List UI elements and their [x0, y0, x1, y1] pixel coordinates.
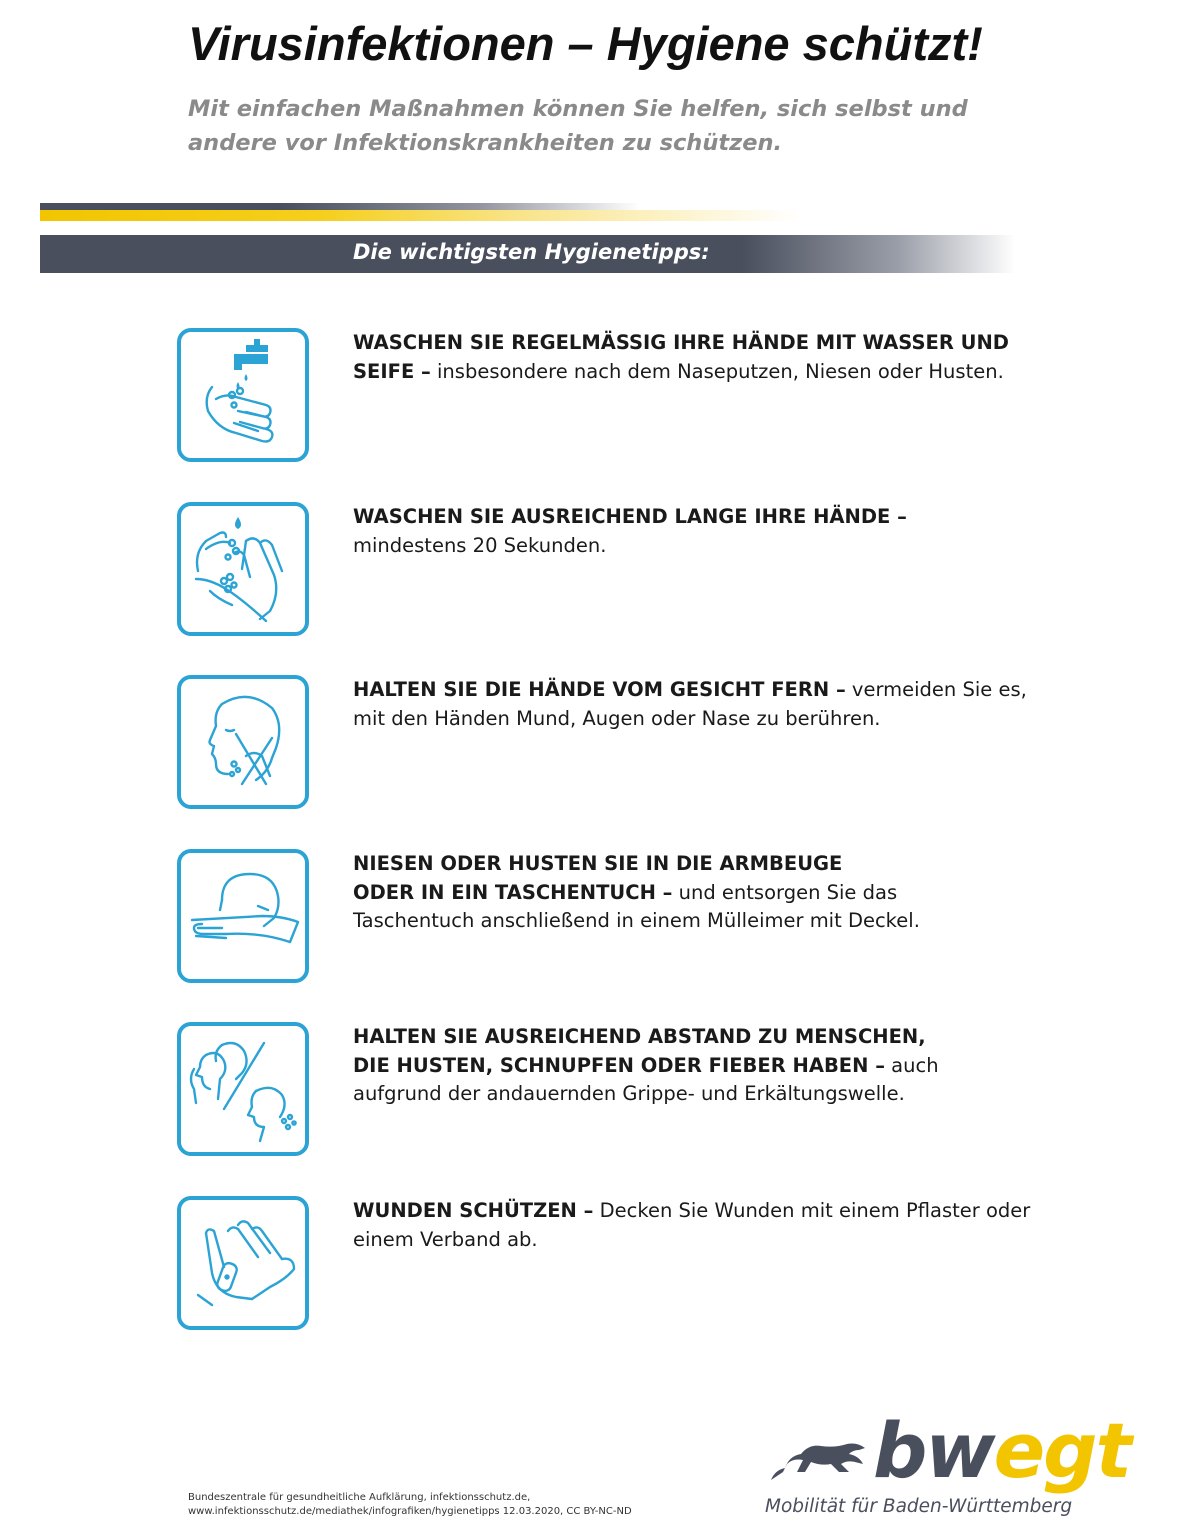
hygiene-tip	[176, 848, 1056, 988]
section-heading: Die wichtigsten Hygienetipps:	[353, 240, 710, 264]
tip-text	[353, 329, 1053, 386]
logo-bw: bw	[873, 1406, 994, 1495]
subtitle-line-2: andere vor Infektionskrankheiten zu schützen.	[188, 130, 783, 156]
tip-text	[353, 1023, 1053, 1109]
hygiene-tip	[176, 1195, 1056, 1335]
page-title: Virusinfektionen – Hygiene schützt!	[188, 17, 983, 70]
tip-normal: mindestens 20 Sekunden.	[353, 533, 607, 557]
tip-bold: ODER IN EIN TASCHENTUCH –	[353, 880, 673, 904]
decorative-stripe-yellow	[40, 210, 840, 221]
hands-soap-icon	[176, 501, 310, 637]
bwegt-logo	[765, 1406, 1145, 1522]
tip-normal: insbesondere nach dem Naseputzen, Niesen oder Husten.	[430, 359, 1004, 383]
tip-normal: einem Verband ab.	[353, 1227, 538, 1251]
logo-wordmark	[873, 1406, 1130, 1496]
tip-normal: aufgrund der andauernden Grippe- und Erkältungswelle.	[353, 1082, 905, 1105]
logo-tagline: Mobilität für Baden-Württemberg	[765, 1496, 1073, 1517]
tip-normal: und entsorgen Sie das	[672, 880, 898, 904]
face-no-touch-icon	[176, 674, 310, 810]
hygiene-tip	[176, 327, 1056, 467]
tip-normal: Taschentuch anschließend in einem Mülleimer mit Deckel.	[353, 909, 920, 932]
tip-normal: Decken Sie Wunden mit einem Pflaster oder	[593, 1199, 1031, 1222]
hygiene-tip	[176, 1021, 1056, 1161]
tip-text	[353, 1197, 1053, 1254]
tip-bold: WASCHEN SIE REGELMÄSSIG IHRE HÄNDE MIT WASSER UND	[353, 331, 1009, 354]
decorative-stripe-dark	[40, 203, 840, 210]
hygiene-tip	[176, 674, 1056, 814]
distance-icon	[176, 1021, 310, 1157]
tip-bold: WASCHEN SIE AUSREICHEND LANGE IHRE HÄNDE –	[353, 505, 907, 528]
sneeze-elbow-icon	[176, 848, 310, 984]
tip-normal: mit den Händen Mund, Augen oder Nase zu berühren.	[353, 706, 881, 730]
hand-washing-tap-icon	[176, 327, 310, 463]
tip-text	[353, 676, 1053, 733]
tip-bold: HALTEN SIE DIE HÄNDE VOM GESICHT FERN –	[353, 678, 846, 701]
tip-bold: DIE HUSTEN, SCHNUPFEN ODER FIEBER HABEN –	[353, 1053, 885, 1077]
hygiene-tip	[176, 501, 1056, 641]
source-credit	[188, 1491, 748, 1519]
source-credit-line-2: www.infektionsschutz.de/mediathek/infografiken/hygienetipps 12.03.2020, CC BY-NC-ND	[188, 1506, 632, 1517]
tip-text	[353, 503, 1053, 560]
source-credit-line-1: Bundeszentrale für gesundheitliche Aufklärung, infektionsschutz.de,	[188, 1492, 531, 1503]
tip-normal: vermeiden Sie es,	[845, 678, 1027, 701]
tip-bold: HALTEN SIE AUSREICHEND ABSTAND ZU MENSCHEN,	[353, 1025, 926, 1048]
subtitle-line-1: Mit einfachen Maßnahmen können Sie helfen, sich selbst und	[188, 96, 968, 122]
section-banner	[40, 235, 1015, 273]
bandaged-hand-icon	[176, 1195, 310, 1331]
tip-bold: WUNDEN SCHÜTZEN –	[353, 1199, 594, 1222]
tip-text	[353, 850, 1053, 936]
tip-bold: NIESEN ODER HUSTEN SIE IN DIE ARMBEUGE	[353, 852, 843, 875]
tip-normal: auch	[884, 1053, 939, 1077]
lion-icon	[765, 1432, 873, 1492]
tip-bold: SEIFE –	[353, 359, 431, 383]
logo-egt: egt	[993, 1406, 1130, 1495]
page-subtitle	[188, 92, 1008, 160]
